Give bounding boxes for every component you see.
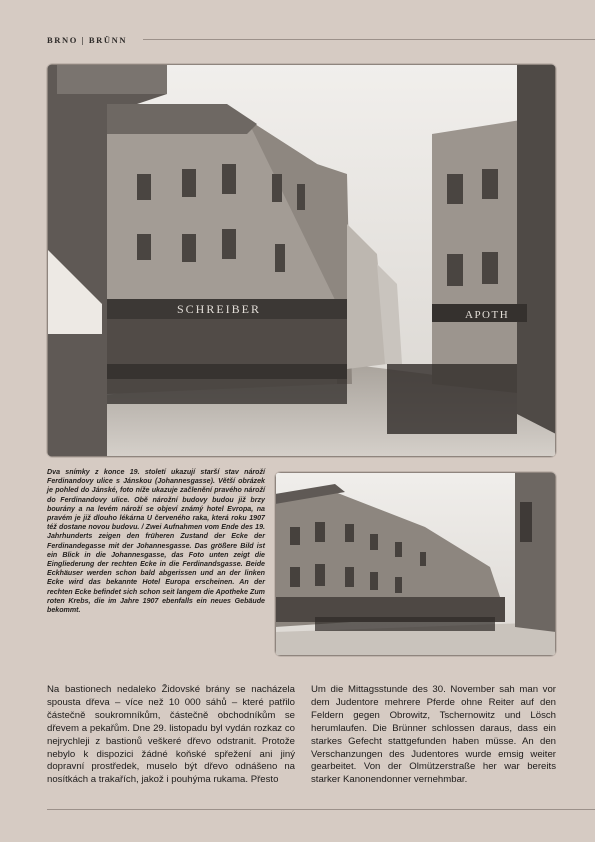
main-photo [47, 64, 556, 457]
header-rule [143, 39, 595, 40]
shop-sign-text: SCHREIBER [177, 302, 262, 316]
body-column-german [311, 684, 556, 787]
footer-rule [47, 809, 595, 810]
pharmacy-sign-text: APOTH [465, 309, 510, 321]
body-column-czech [47, 684, 295, 787]
body-text-czech: Na bastionech nedaleko Židovské brány se nacházela spousta dřeva – více než 10 000 sáhů – které patřilo částečně soukromníkům, částečně obchodníkům se dřevem a pekařům. Dne 29. listopadu byl vydán rozkaz co nejrychleji z bastionů veškeré dřevo odstranit. Protože nebylo k dispozici žádné koňské spřežení ani jiný dopravní prostředek, muselo být dřevo odnášeno na nosítkách a trakařích, jakož i pouhýma rukama. Přesto [47, 684, 295, 786]
body-text-german: Um die Mittagsstunde des 30. November sah man vor dem Judentore mehrere Pferde ohne Reiter auf den Feldern gegen Obrowitz, Tschernowitz und Lösch herumlaufen. Die Brünner schlossen daraus, dass ein starkes Gefecht stattgefunden haben müsse. An den Verschanzungen des Judentores wurde emsig weiter gearbeitet. Von der Olmützerstraße her war bereits starker Kanonendonner vernehmbar. [311, 684, 556, 786]
small-photo [275, 472, 556, 656]
photo-caption [47, 468, 265, 615]
running-title: BRNO | BRÜNN [47, 35, 128, 45]
photo-caption-text: Dva snímky z konce 19. století ukazují starší stav nároží Ferdinandovy ulice s Jánskou (Johannesgasse). Větší obrázek je pohled do Jánské, foto níže ukazuje začlenění pravého nároží do Ferdinandovy ulice. Obě nárožní budovy budou již brzy bourány a na levém nároží se objeví známý hotel Evropa, na pravém je již dlouho lékárna U červeného raka, která roku 1907 též dostane novou budovu. / Zwei Aufnahmen vom Ende des 19. Jahrhunderts zeigen den früheren Zustand der Ecke der Ferdinandegasse mit der Johannesgasse. Das größere Bild ist ein Blick in die Johannesgasse, das Foto unten zeigt die Eingliederung der rechten Ecke in die Ferdinandsgasse. Beide Eckhäuser werden schon bald abgerissen und an der linken Ecke wird das bekannte Hotel Europa erscheinen. An der rechten Ecke befindet sich schon seit langem die Apotheke Zum roten Krebs, die im Jahre 1907 ebenfalls ein neues Gebäude bekommt. [47, 468, 265, 615]
